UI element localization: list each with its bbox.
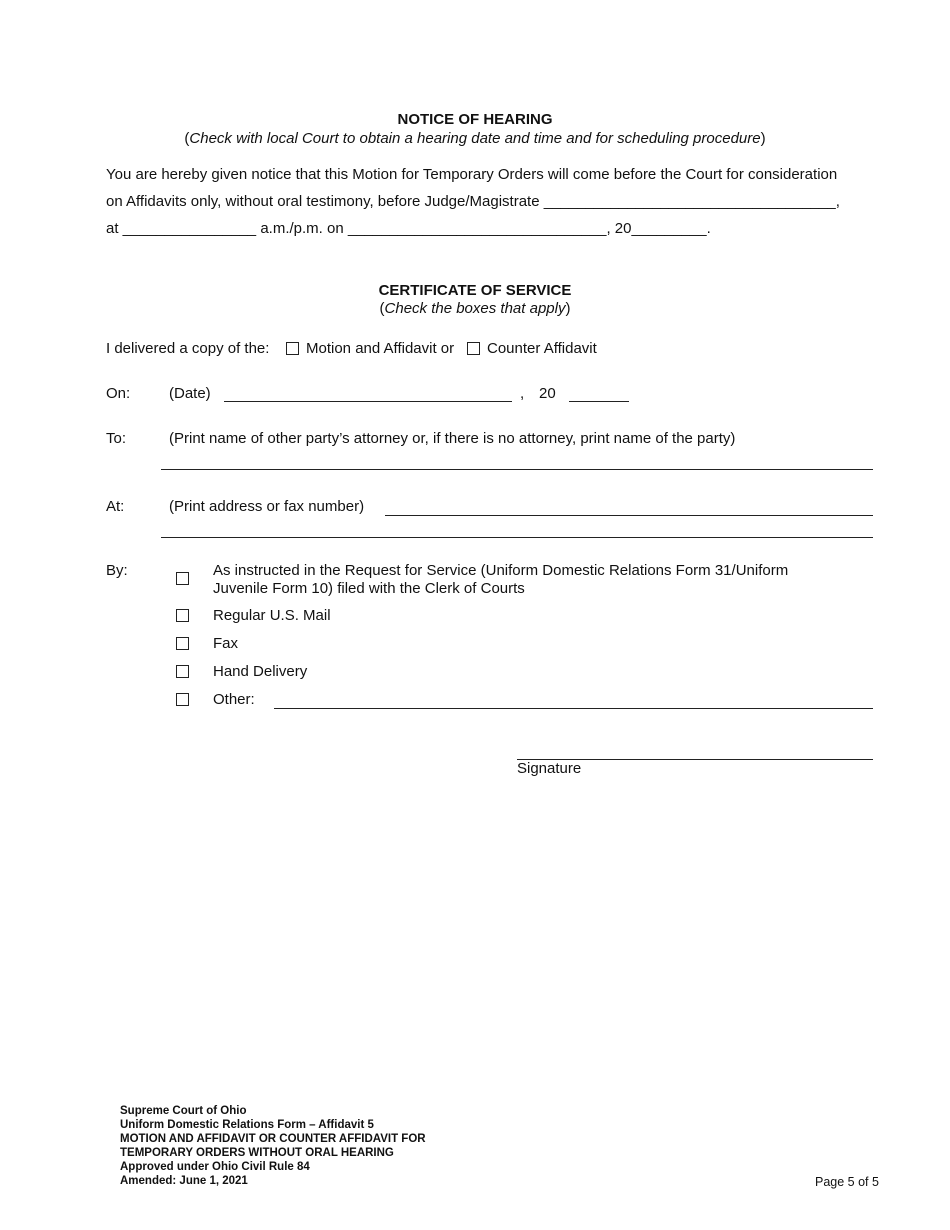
- regular-mail-label: Regular U.S. Mail: [213, 607, 331, 624]
- certificate-title: CERTIFICATE OF SERVICE: [378, 282, 572, 299]
- counter-affidavit-label: Counter Affidavit: [487, 340, 597, 357]
- to-name-field[interactable]: [161, 469, 873, 470]
- year-prefix: 20: [539, 385, 556, 402]
- to-label: To:: [106, 430, 127, 447]
- notice-line-3: at ________________ a.m./p.m. on _______________________________, 20_________.: [106, 220, 711, 237]
- on-label: On:: [106, 385, 131, 402]
- delivered-prefix: I delivered a copy of the:: [106, 340, 270, 357]
- other-field[interactable]: [274, 708, 873, 709]
- notice-line-1: You are hereby given notice that this Motion for Temporary Orders will come before the Court for consideration: [106, 166, 838, 183]
- hand-delivery-checkbox[interactable]: [176, 665, 189, 678]
- date-field[interactable]: [224, 401, 512, 402]
- motion-affidavit-label: Motion and Affidavit or: [306, 340, 455, 357]
- counter-affidavit-checkbox[interactable]: [467, 342, 480, 355]
- footer-block: [120, 1104, 426, 1188]
- request-for-service-label-1: As instructed in the Request for Service (Uniform Domestic Relations Form 31/Uniform: [213, 562, 789, 579]
- other-label: Other:: [213, 691, 255, 708]
- footer-line-title-2: TEMPORARY ORDERS WITHOUT ORAL HEARING: [120, 1147, 394, 1159]
- footer-line-approved: Approved under Ohio Civil Rule 84: [120, 1161, 310, 1173]
- footer-line-title-1: MOTION AND AFFIDAVIT OR COUNTER AFFIDAVIT FOR: [120, 1133, 426, 1145]
- signature-label: Signature: [517, 760, 582, 777]
- fax-label: Fax: [213, 635, 239, 652]
- year-field[interactable]: [569, 401, 629, 402]
- notice-subtitle: [0, 130, 950, 147]
- other-checkbox[interactable]: [176, 693, 189, 706]
- notice-subtitle-open: (: [184, 130, 190, 147]
- address-field-second-line[interactable]: [161, 537, 873, 538]
- regular-mail-checkbox[interactable]: [176, 609, 189, 622]
- page-number: Page 5 of 5: [815, 1175, 879, 1189]
- hand-delivery-label: Hand Delivery: [213, 663, 308, 680]
- certificate-subtitle-close: ): [565, 300, 571, 317]
- notice-title: NOTICE OF HEARING: [397, 111, 553, 128]
- notice-subtitle-text: Check with local Court to obtain a hearing date and time and for scheduling procedure: [189, 130, 761, 147]
- motion-affidavit-checkbox[interactable]: [286, 342, 299, 355]
- date-label: (Date): [169, 385, 211, 402]
- footer-line-form: Uniform Domestic Relations Form – Affidavit 5: [120, 1119, 374, 1131]
- by-label: By:: [106, 562, 128, 579]
- to-instruction: (Print name of other party’s attorney or, if there is no attorney, print name of the party): [169, 430, 736, 447]
- footer-line-amended: Amended: June 1, 2021: [120, 1175, 248, 1187]
- address-field[interactable]: [385, 515, 873, 516]
- notice-line-2: on Affidavits only, without oral testimony, before Judge/Magistrate ___________________________________,: [106, 193, 840, 210]
- at-label: At:: [106, 498, 125, 515]
- date-comma: ,: [520, 385, 525, 402]
- footer-line-court: Supreme Court of Ohio: [120, 1105, 247, 1117]
- fax-checkbox[interactable]: [176, 637, 189, 650]
- certificate-subtitle-text: Check the boxes that apply: [384, 300, 566, 317]
- request-for-service-checkbox[interactable]: [176, 572, 189, 585]
- notice-subtitle-close: ): [760, 130, 766, 147]
- certificate-subtitle: [0, 300, 950, 317]
- at-instruction: (Print address or fax number): [169, 498, 365, 515]
- request-for-service-label-2: Juvenile Form 10) filed with the Clerk of Courts: [213, 580, 525, 597]
- certificate-subtitle-open: (: [379, 300, 385, 317]
